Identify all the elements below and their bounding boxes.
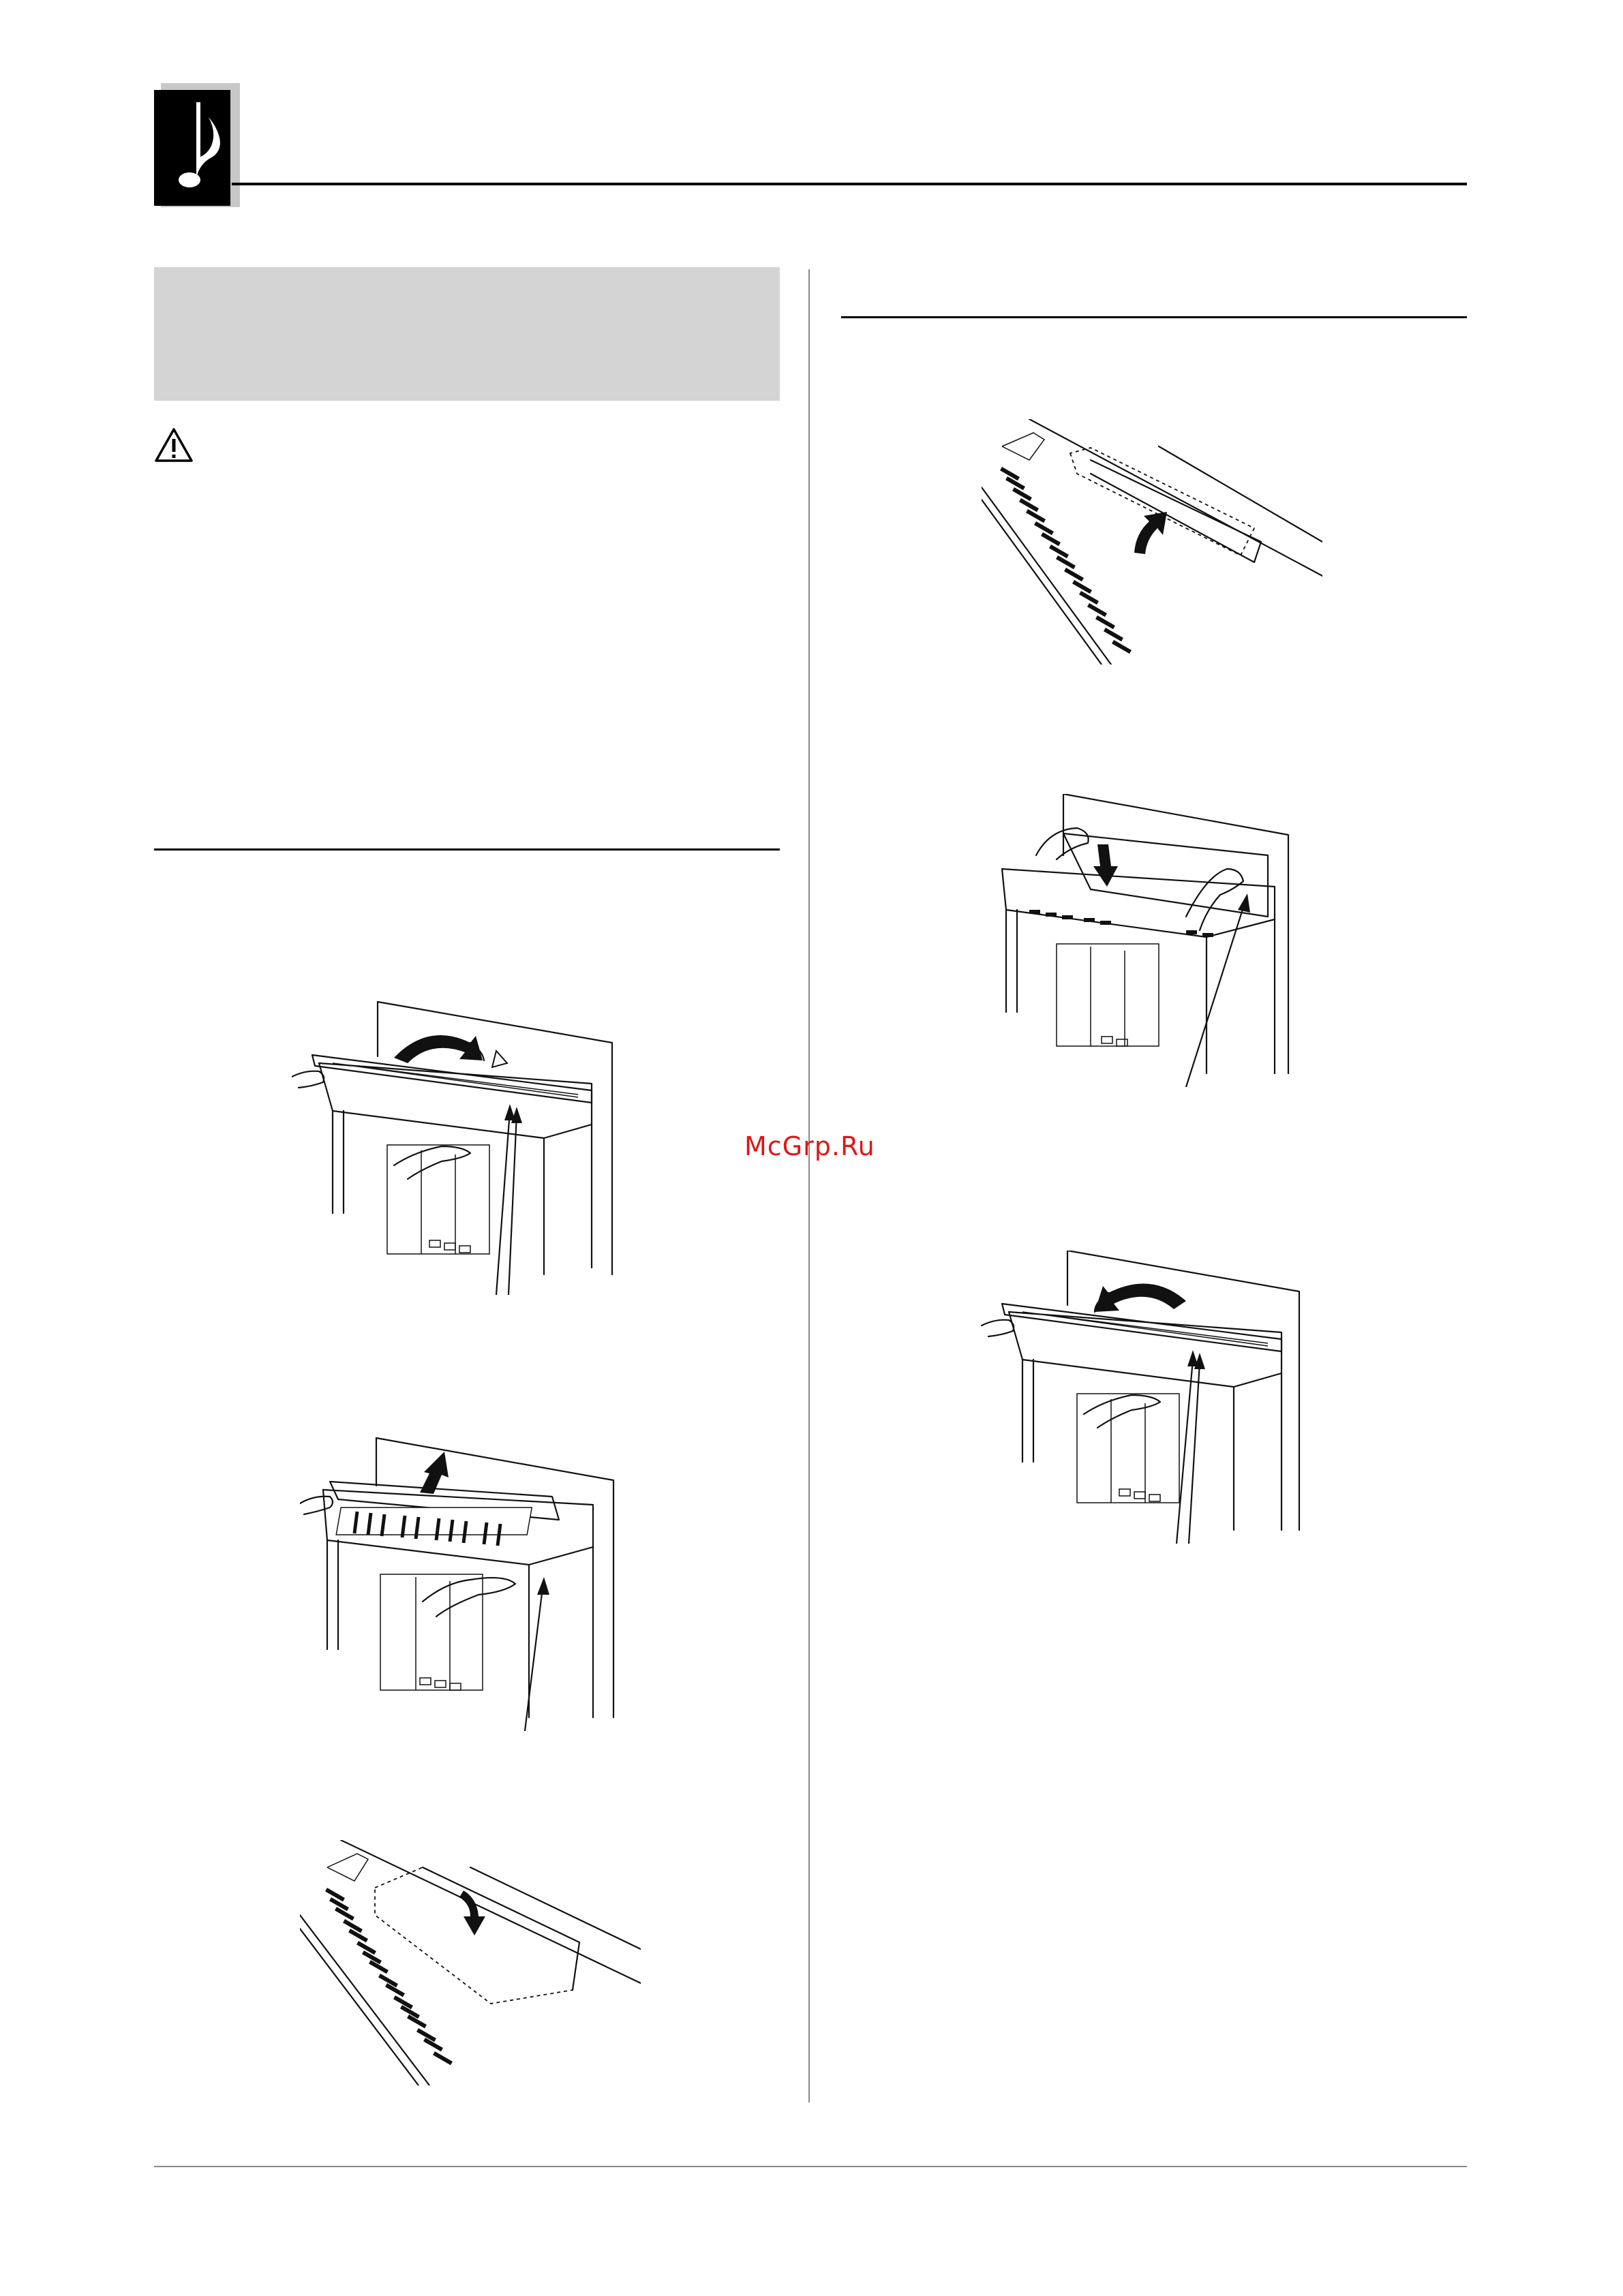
illustration-lower-front-panel bbox=[982, 794, 1309, 1087]
music-flag-icon bbox=[154, 83, 243, 209]
footer-rule bbox=[154, 2166, 1467, 2167]
left-subsection-rule bbox=[154, 848, 780, 851]
illustration-open-fallboard bbox=[292, 995, 646, 1295]
header-rule bbox=[232, 183, 1467, 185]
illustration-raise-music-rest bbox=[982, 419, 1322, 664]
watermark-text: McGrp.Ru bbox=[744, 1131, 875, 1161]
right-subsection-rule bbox=[841, 316, 1467, 318]
column-divider bbox=[808, 269, 810, 2102]
illustration-fold-music-rest bbox=[300, 1840, 641, 2085]
warning-triangle-icon bbox=[154, 427, 194, 463]
section-heading-box bbox=[154, 267, 780, 401]
illustration-raise-front-panel bbox=[300, 1431, 627, 1731]
illustration-close-fallboard bbox=[975, 1251, 1316, 1544]
